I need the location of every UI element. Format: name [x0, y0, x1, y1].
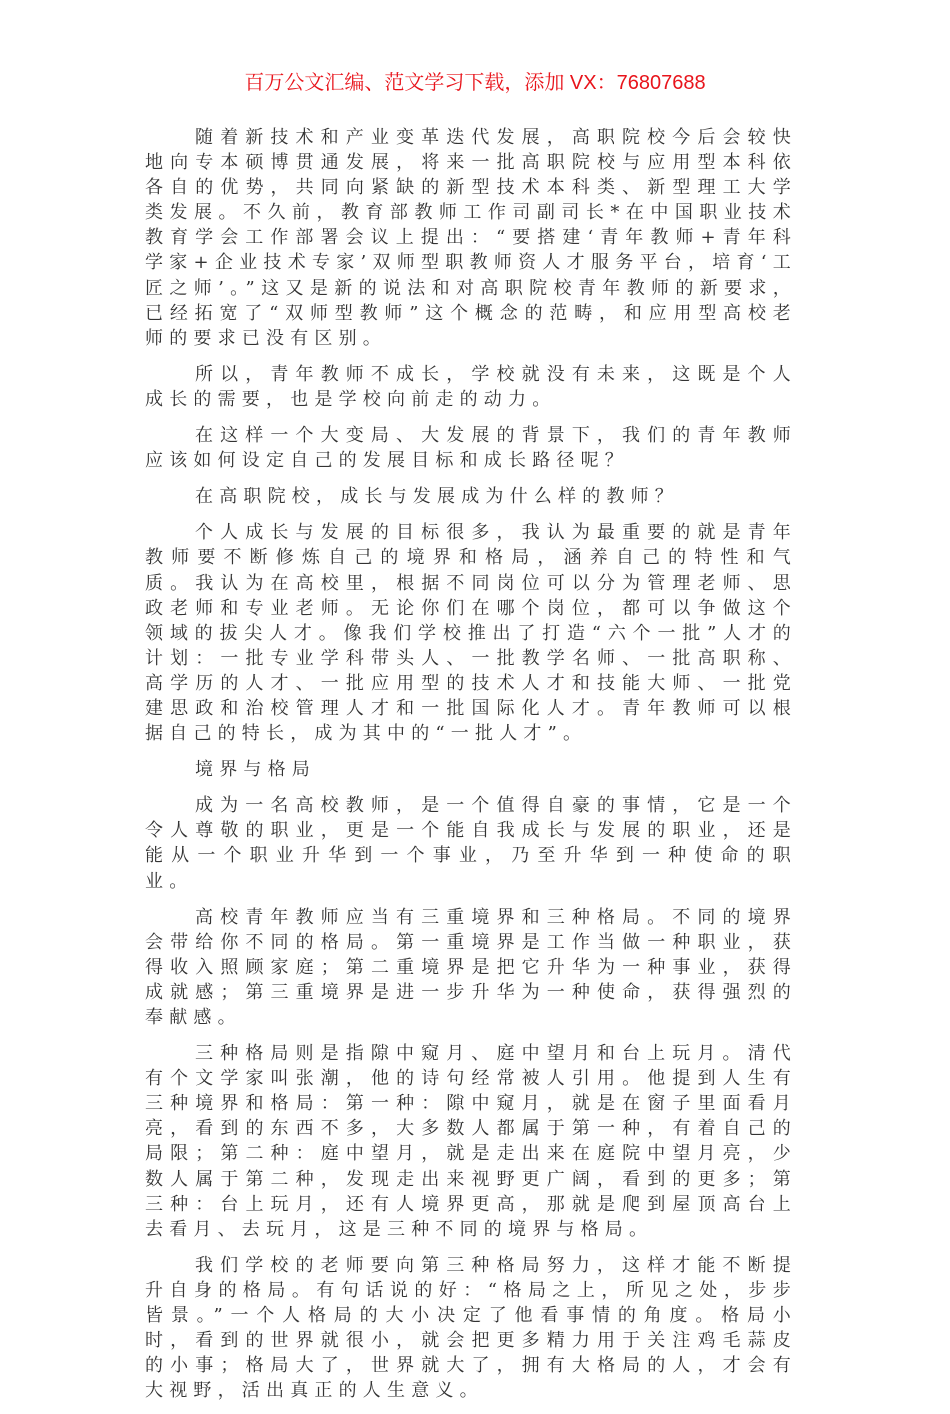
- document-body: [145, 125, 797, 1414]
- paragraph: 随着新技术和产业变革迭代发展，高职院校今后会较快地向专本硕博贯通发展，将来一批高职院校与应用型本科依各自的优势，共同向紧缺的新型技术本科类、新型理工大学类发展。不久前，教育部教师工作司副司长*在中国职业技术教育学会工作部署会议上提出：“要搭建‘青年教师+青年科学家+企业技术专家’双师型职教师资人才服务平台，培育‘工匠之师’。”这又是新的说法和对高职院校青年教师的新要求，已经拓宽了“双师型教师”这个概念的范畴，和应用型高校老师的要求已没有区别。: [145, 127, 797, 349]
- download-banner: 百万公文汇编、范文学习下载，添加 VX：76807688: [244, 72, 706, 94]
- paragraph: 所以，青年教师不成长，学校就没有未来，这既是个人成长的需要，也是学校向前走的动力。: [145, 363, 797, 410]
- paragraph: 高校青年教师应当有三重境界和三种格局。不同的境界会带给你不同的格局。第一重境界是工作当做一种职业，获得收入照顾家庭；第二重境界是把它升华为一种事业，获得成就感；第三重境界是进一步升华为一种使命，获得强烈的奉献感。: [145, 906, 797, 1028]
- paragraph: 个人成长与发展的目标很多，我认为最重要的就是青年教师要不断修炼自己的境界和格局，涵养自己的特性和气质。我认为在高校里，根据不同岗位可以分为管理老师、思政老师和专业老师。无论你们在哪个岗位，都可以争做这个领域的拔尖人才。像我们学校推出了打造“六个一批”人才的计划：一批专业学科带头人、一批教学名师、一批高职称、高学历的人才、一批应用型的技术人才和技能大师、一批党建思政和治校管理人才和一批国际化人才。青年教师可以根据自己的特长，成为其中的“一批人才”。: [145, 522, 797, 745]
- paragraph: 在高职院校，成长与发展成为什么样的教师？: [195, 486, 679, 508]
- paragraph: 三种格局则是指隙中窥月、庭中望月和台上玩月。清代有个文学家叫张潮，他的诗句经常被人引用。他提到人生有三种境界和格局：第一种：隙中窥月，就是在窗子里面看月亮，看到的东西不多，大多数人都属于第一种，有着自己的局限；第二种：庭中望月，就是走出来在庭院中望月亮，少数人属于第二种，发现走出来视野更广阔，看到的更多；第三种：台上玩月，还有人境界更高，那就是爬到屋顶高台上去看月、去玩月，这是三种不同的境界与格局。: [145, 1043, 797, 1240]
- paragraph: 在这样一个大变局、大发展的背景下，我们的青年教师应该如何设定自己的发展目标和成长路径呢？: [145, 425, 797, 472]
- section-heading: 境界与格局: [195, 759, 316, 781]
- paragraph: 我们学校的老师要向第三种格局努力，这样才能不断提升自身的格局。有句话说的好：“格局之上，所见之处，步步皆景。”一个人格局的大小决定了他看事情的角度。格局小时，看到的世界就很小，就会把更多精力用于关注鸡毛蒜皮的小事；格局大了，世界就大了，拥有大格局的人，才会有大视野，活出真正的人生意义。: [145, 1254, 797, 1402]
- paragraph: 成为一名高校教师，是一个值得自豪的事情，它是一个令人尊敬的职业，更是一个能自我成长与发展的职业，还是能从一个职业升华到一个事业，乃至升华到一种使命的职业。: [145, 795, 797, 892]
